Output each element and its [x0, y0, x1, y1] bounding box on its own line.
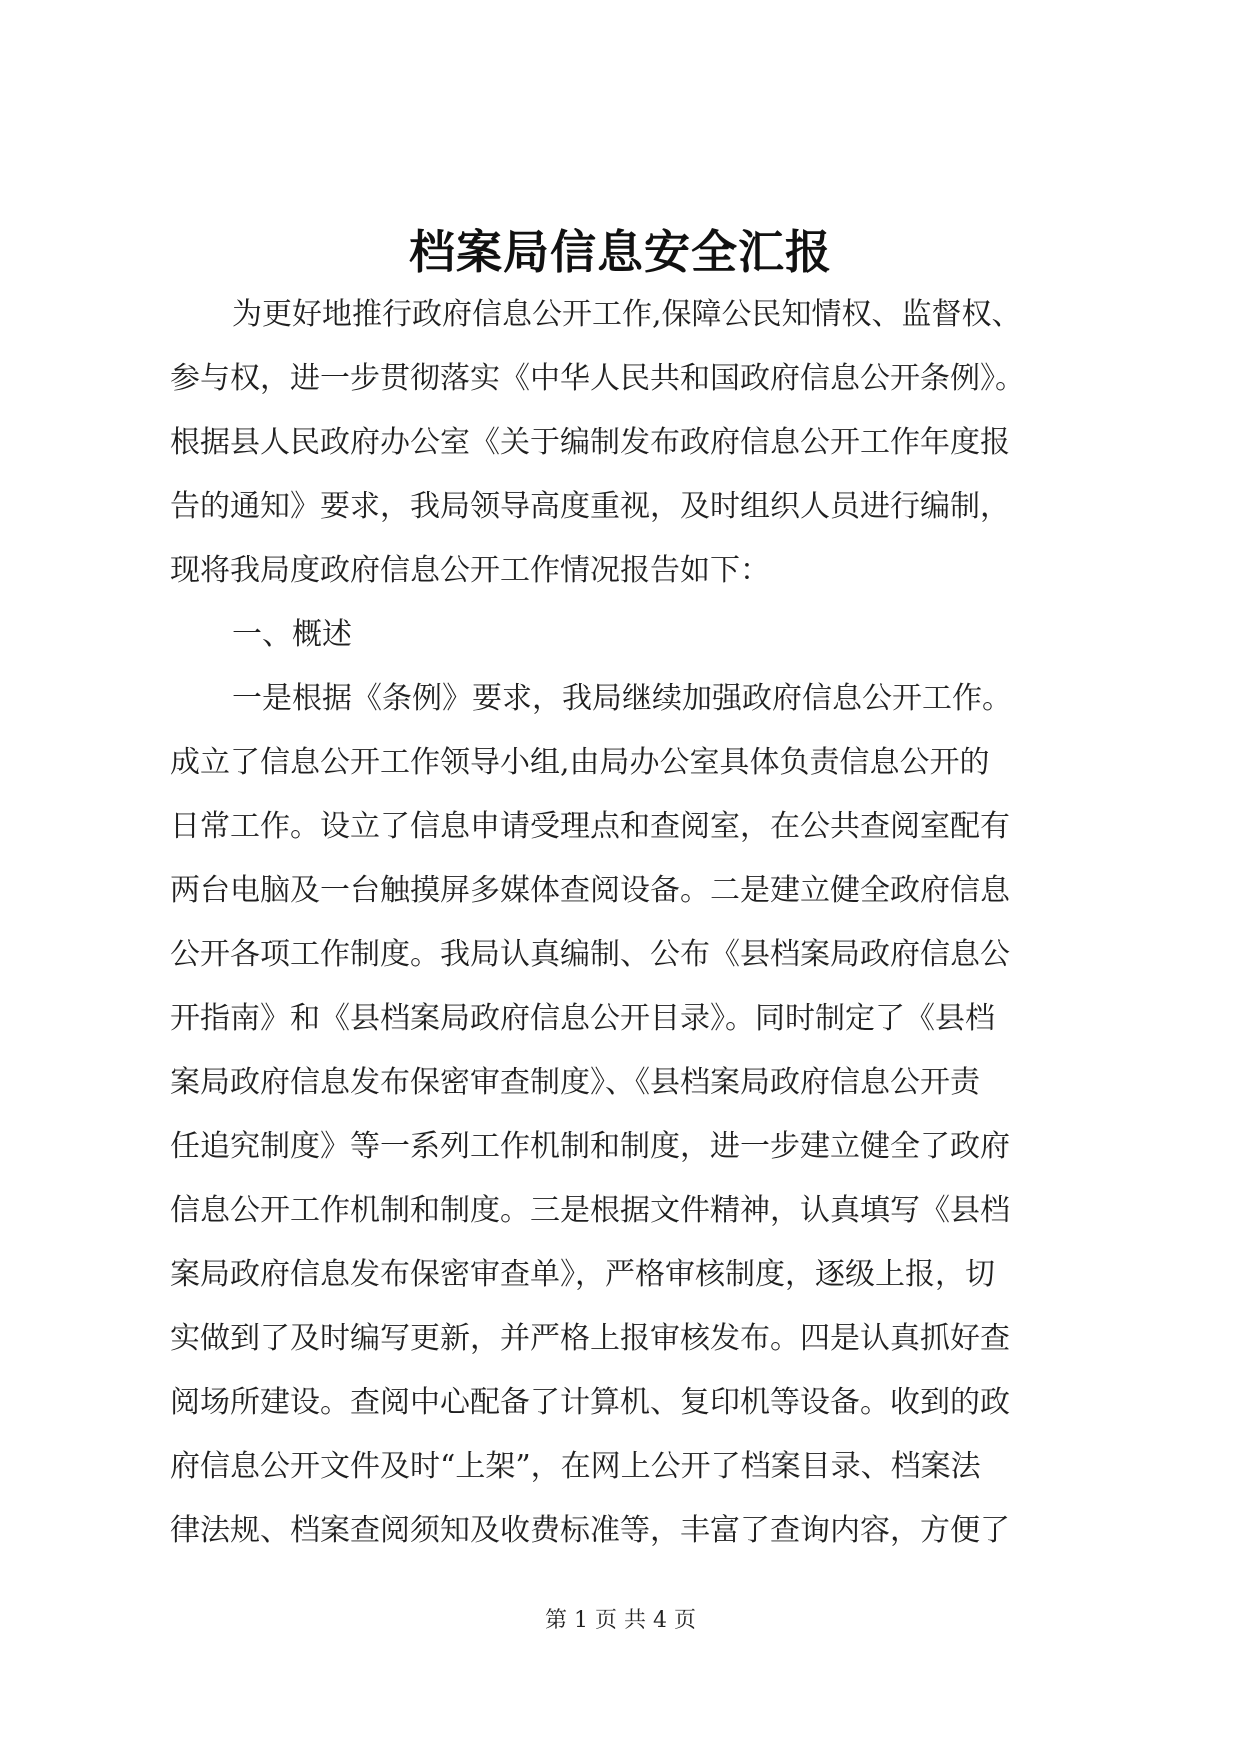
paragraph-line: 为更好地推行政府信息公开工作,保障公民知情权、监督权、	[232, 297, 1022, 332]
paragraph-line: 日常工作。设立了信息申请受理点和查阅室，在公共查阅室配有	[170, 809, 1010, 844]
paragraph-line: 案局政府信息发布保密审查单》，严格审核制度，逐级上报，切	[170, 1257, 995, 1292]
paragraph-line: 根据县人民政府办公室《关于编制发布政府信息公开工作年度报	[170, 425, 1010, 460]
section-heading: 一、概述	[232, 617, 352, 652]
paragraph-line: 一是根据《条例》要求，我局继续加强政府信息公开工作。	[232, 681, 1012, 716]
paragraph-line: 任追究制度》等一系列工作机制和制度，进一步建立健全了政府	[170, 1129, 1010, 1164]
page-footer: 第 1 页 共 4 页	[545, 1608, 696, 1633]
paragraph-line: 成立了信息公开工作领导小组,由局办公室具体负责信息公开的	[170, 745, 990, 780]
paragraph-line: 案局政府信息发布保密审查制度》、《县档案局政府信息公开责	[170, 1065, 980, 1100]
paragraph-line: 实做到了及时编写更新，并严格上报审核发布。四是认真抓好查	[170, 1321, 1010, 1356]
paragraph-line: 参与权，进一步贯彻落实《中华人民共和国政府信息公开条例》。	[170, 361, 1025, 396]
paragraph-line: 阅场所建设。查阅中心配备了计算机、复印机等设备。收到的政	[170, 1385, 1010, 1420]
paragraph-line: 律法规、档案查阅须知及收费标准等，丰富了查询内容，方便了	[170, 1513, 1010, 1548]
paragraph-line: 两台电脑及一台触摸屏多媒体查阅设备。二是建立健全政府信息	[170, 873, 1010, 908]
paragraph-line: 府信息公开文件及时“上架”，在网上公开了档案目录、档案法	[170, 1449, 981, 1484]
paragraph-line: 告的通知》要求，我局领导高度重视，及时组织人员进行编制，	[170, 489, 1010, 524]
paragraph-line: 开指南》和《县档案局政府信息公开目录》。同时制定了《县档	[170, 1001, 995, 1036]
paragraph-line: 信息公开工作机制和制度。三是根据文件精神，认真填写《县档	[170, 1193, 1010, 1228]
document-title: 档案局信息安全汇报	[409, 225, 832, 279]
paragraph-line: 现将我局度政府信息公开工作情况报告如下：	[170, 553, 770, 588]
paragraph-line: 公开各项工作制度。我局认真编制、公布《县档案局政府信息公	[170, 937, 1010, 972]
document-body	[170, 283, 1090, 1563]
